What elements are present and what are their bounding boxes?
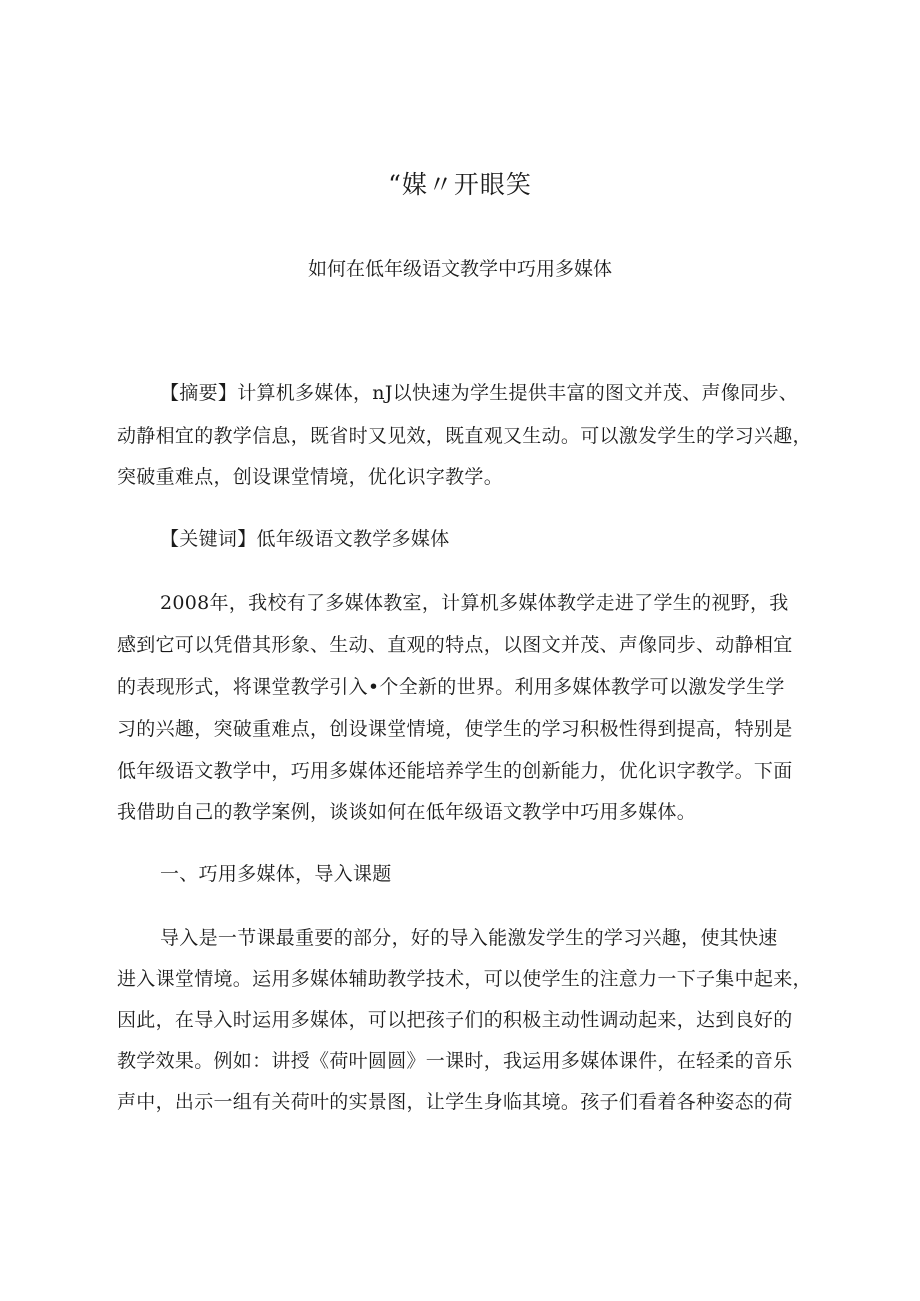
abstract-line: 动静相宜的教学信息，既省时又见效，既直观又生动。可以激发学生的学习兴趣， — [117, 425, 812, 447]
paragraph-line: 感到它可以凭借其形象、生动、直观的特点，以图文并茂、声像同步、动静相宜 — [117, 634, 793, 656]
paragraph-line: 教学效果。例如：讲授《荷叶圆圆》一课时，我运用多媒体课件，在轻柔的音乐 — [117, 1050, 793, 1072]
paragraph-line: 低年级语文教学中，巧用多媒体还能培养学生的创新能力，优化识字教学。下面 — [117, 760, 793, 782]
paragraph-line: 因此，在导入时运用多媒体，可以把孩子们的积极主动性调动起来，达到良好的 — [117, 1009, 793, 1031]
document-subtitle: 如何在低年级语文教学中巧用多媒体 — [307, 258, 612, 280]
paragraph-line: 习的兴趣，突破重难点，创设课堂情境，使学生的学习积极性得到提高，特别是 — [117, 718, 793, 740]
abstract-line: 【摘要】计算机多媒体，nJ以快速为学生提供丰富的图文并茂、声像同步、 — [160, 382, 799, 404]
paragraph-line: 2008年，我校有了多媒体教室，计算机多媒体教学走进了学生的视野，我 — [160, 592, 789, 614]
keywords-line: 【关键词】低年级语文教学多媒体 — [160, 528, 450, 550]
paragraph-line: 我借助自己的教学案例，谈谈如何在低年级语文教学中巧用多媒体。 — [117, 801, 697, 823]
abstract-line: 突破重难点，创设课堂情境，优化识字教学。 — [117, 466, 504, 488]
section-heading: 一、巧用多媒体，导入课题 — [160, 863, 392, 885]
paragraph-line: 导入是一节课最重要的部分，好的导入能激发学生的学习兴趣，使其快速 — [160, 927, 778, 949]
paragraph-line: 的表现形式，将课堂教学引入•个全新的世界。利用多媒体教学可以激发学生学 — [117, 676, 785, 698]
document-title: “媒〃开眼笑 — [388, 170, 532, 199]
paragraph-line: 声中，出示一组有关荷叶的实景图，让学生身临其境。孩子们看着各种姿态的荷 — [117, 1091, 793, 1113]
paragraph-line: 进入课堂情境。运用多媒体辅助教学技术，可以使学生的注意力一下子集中起来， — [117, 968, 812, 990]
